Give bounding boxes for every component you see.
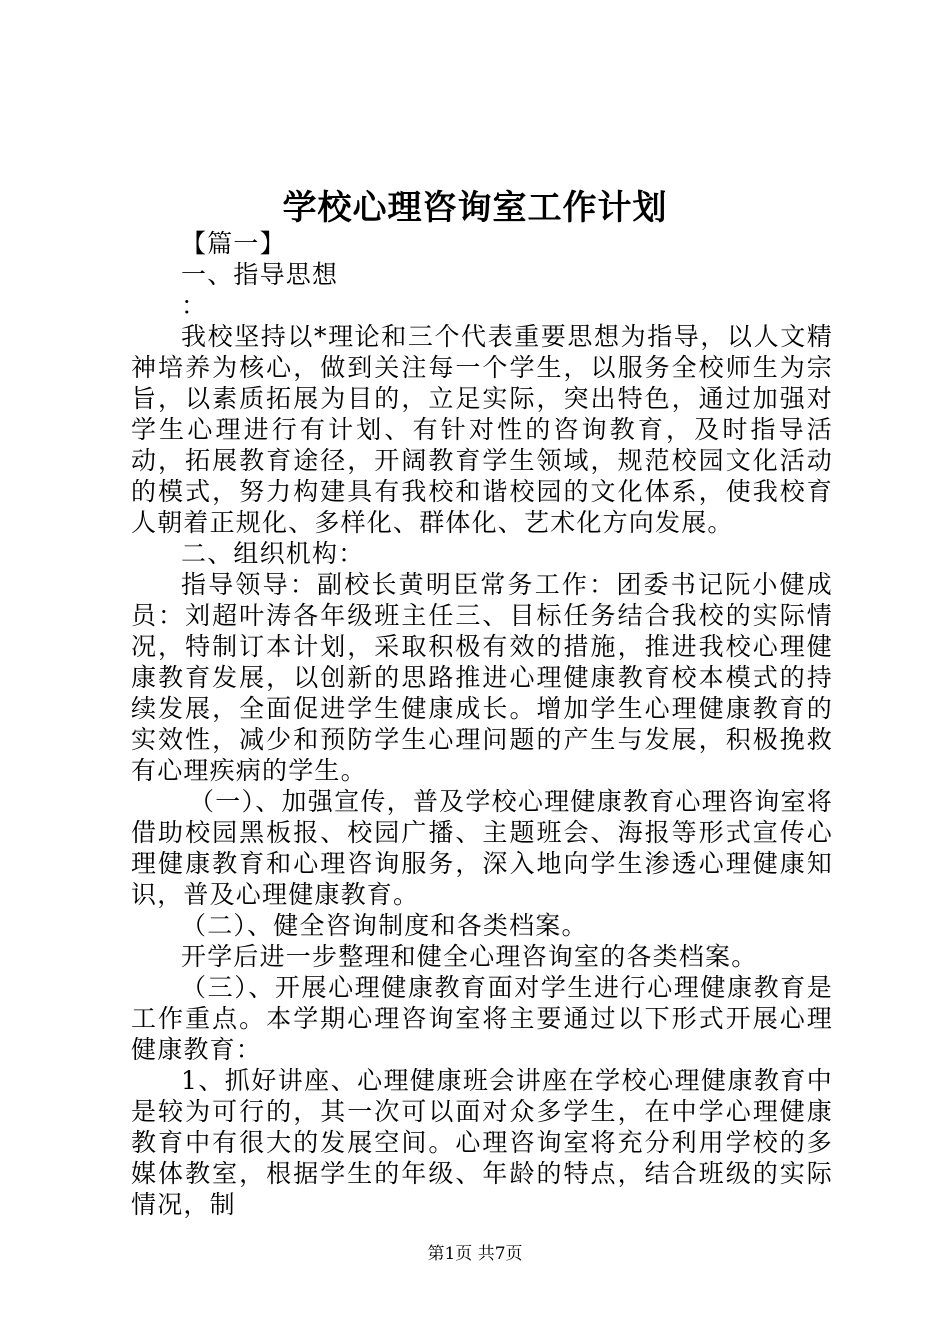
document-title: 学校心理咨询室工作计划 bbox=[282, 188, 668, 228]
colon-line: ： bbox=[181, 291, 208, 320]
document-body bbox=[131, 228, 833, 1220]
heading-guiding-thought: 一、指导思想 bbox=[181, 260, 339, 289]
paragraph-publicity: （一）、加强宣传，普及学校心理健康教育心理咨询室将借助校园黑板报、校园广播、主题班会、海报等形式宣传心理健康教育和心理咨询服务，深入地向学生渗透心理健康知识，普及心理健康教育。 bbox=[131, 787, 833, 909]
paragraph-guiding-thought: 我校坚持以*理论和三个代表重要思想为指导，以人文精神培养为核心，做到关注每一个学生，以服务全校师生为宗旨，以素质拓展为目的，立足实际，突出特色，通过加强对学生心理进行有计划、有针对性的咨询教育，及时指导活动，拓展教育途径，开阔教育学生领域，规范校园文化活动的模式，努力构建具有我校和谐校园的文化体系，使我校育人朝着正规化、多样化、群体化、艺术化方向发展。 bbox=[131, 322, 833, 537]
heading-archives: （二）、健全咨询制度和各类档案。 bbox=[181, 911, 588, 940]
section-marker: 【篇一】 bbox=[181, 229, 286, 258]
page-number: 第1页 共7页 bbox=[427, 1244, 523, 1264]
paragraph-lectures: 1、抓好讲座、心理健康班会讲座在学校心理健康教育中是较为可行的，其一次可以面对众多学生，在中学心理健康教育中有很大的发展空间。心理咨询室将充分利用学校的多媒体教室，根据学生的年级、年龄的特点，结合班级的实际情况，制 bbox=[131, 1066, 833, 1219]
heading-organization: 二、组织机构： bbox=[181, 539, 365, 568]
paragraph-organization: 指导领导：副校长黄明臣常务工作：团委书记阮小健成员：刘超叶涛各年级班主任三、目标任务结合我校的实际情况，特制订本计划，采取积极有效的措施，推进我校心理健康教育发展，以创新的思路推进心理健康教育校本模式的持续发展，全面促进学生健康成长。增加学生心理健康教育的实效性，减少和预防学生心理问题的产生与发展，积极挽救有心理疾病的学生。 bbox=[131, 570, 833, 785]
paragraph-archives: 开学后进一步整理和健全心理咨询室的各类档案。 bbox=[181, 942, 758, 971]
paragraph-education: （三）、开展心理健康教育面对学生进行心理健康教育是工作重点。本学期心理咨询室将主要通过以下形式开展心理健康教育： bbox=[131, 973, 833, 1064]
